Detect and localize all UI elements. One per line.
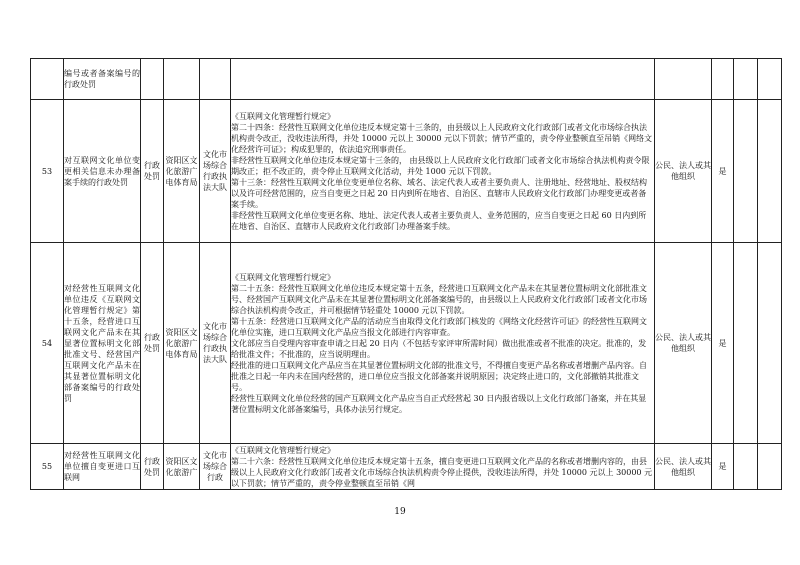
cell-basis: [231, 59, 655, 100]
table-row-continued: [31, 59, 782, 100]
cell-no: 54: [31, 243, 64, 444]
cell-basis: [231, 444, 655, 490]
cell-basis: [231, 100, 655, 243]
basis-line: 非经营性互联网文化单位变更名称、地址、法定代表人或者主要负责人、业务范围的，应当自变更之日起 60 日内到所在地省、自治区、直辖市人民政府文化行政部门办理备案手续。: [231, 210, 647, 231]
cell-empty-2: [758, 444, 782, 490]
cell-dept: [164, 59, 200, 100]
cell-executor: 文化市场综合行政执法大队: [200, 100, 231, 243]
basis-line: 文化部应当自受理内容审查申请之日起 20 日内（不包括专家评审所需时间）做出批准或者不批准的决定。批准的，发给批准文件；不批准的，应当说明理由。: [231, 338, 647, 359]
cell-executor: [200, 59, 231, 100]
cell-empty-2: [758, 59, 782, 100]
cell-applicable: 是: [712, 243, 734, 444]
cell-category: 行政处罚: [141, 243, 164, 444]
cell-no: 53: [31, 100, 64, 243]
basis-line: 第二十四条：经营性互联网文化单位违反本规定第十三条的，由县级以上人民政府文化行政部门或者文化市场综合执法机构责令改正，没收违法所得，并处 10000 元以上 30000 元以下罚款；情节严重的，责令停业整顿直至吊销《网络文化经营许可证》；构成犯罪的，依法追究刑事责任。: [231, 122, 653, 154]
cell-category: 行政处罚: [141, 444, 164, 490]
cell-dept: 资阳区文化旅游广电体育局: [164, 243, 200, 444]
basis-line: 经批准的进口互联网文化产品应当在其显著位置标明文化部的批准文号，不得擅自变更产品名称或者增删产品内容。自批准之日起一年内未在国内经营的，进口单位应当报文化部备案并说明原因；决定终止进口的，文化部撤销其批准文号。: [231, 360, 647, 392]
cell-applicable: [712, 59, 734, 100]
cell-objects: 公民、法人或其他组织: [655, 444, 712, 490]
table-row: [31, 444, 782, 490]
cell-objects: 公民、法人或其他组织: [655, 100, 712, 243]
cell-objects: 公民、法人或其他组织: [655, 243, 712, 444]
cell-item-name: 对经营性互联网文化单位违反《互联网文化管理暂行规定》第十五条，经营进口互联网文化产品未在其显著位置标明文化部批准文号、经营国产互联网文化产品未在其显著位置标明文化部备案编号的行政处罚: [64, 243, 141, 444]
cell-empty-2: [758, 100, 782, 243]
cell-executor: 文化市场综合行政执法大队: [200, 243, 231, 444]
basis-line: 第十五条：经营进口互联网文化产品的活动应当由取得文化行政部门核发的《网络文化经营许可证》的经营性互联网文化单位实施，进口互联网文化产品应当报文化部进行内容审查。: [231, 316, 647, 337]
cell-basis: [231, 243, 655, 444]
page-number: 19: [394, 507, 406, 517]
cell-category: [141, 59, 164, 100]
cell-empty-2: [758, 243, 782, 444]
cell-item-name: 对互联网文化单位变更相关信息未办理备案手续的行政处罚: [64, 100, 141, 243]
cell-executor: 文化市场综合行政: [200, 444, 231, 490]
cell-objects: [655, 59, 712, 100]
basis-line: 《互联网文化管理暂行规定》: [231, 111, 335, 121]
cell-applicable: 是: [712, 100, 734, 243]
table-row: [31, 243, 782, 444]
cell-empty-1: [734, 243, 758, 444]
cell-empty-1: [734, 444, 758, 490]
cell-dept: 资阳区文化旅游广电体育局: [164, 100, 200, 243]
basis-line: 非经营性互联网文化单位违反本规定第十三条的， 由县级以上人民政府文化行政部门或者文化市场综合执法机构责令限期改正；拒不改正的，责令停止互联网文化活动，并处 1000 元以下罚款。: [231, 155, 650, 176]
basis-line: 第二十五条：经营性互联网文化单位违反本规定第十五条，经营进口互联网文化产品未在其显著位置标明文化部批准文号、经营国产互联网文化产品未在其显著位置标明文化部备案编号的，由县级以上人民政府文化行政部门或者文化市场综合执法机构责令改正，并可根据情节轻重处 10000 元以下罚款。: [231, 283, 647, 315]
cell-no: 55: [31, 444, 64, 490]
basis-line: 《互联网文化管理暂行规定》: [231, 272, 335, 282]
cell-dept: 资阳区文化旅游广: [164, 444, 200, 490]
cell-empty-1: [734, 100, 758, 243]
basis-line: 第二十六条：经营性互联网文化单位违反本规定第十五条，擅自变更进口互联网文化产品的名称或者增删内容的，由县级以上人民政府文化行政部门或者文化市场综合执法机构责令停止提供，没收违法所得，并处 10000 元以上 30000 元以下罚款；情节严重的，责令停业整顿直至吊销《网: [231, 456, 653, 488]
penalty-table: [30, 58, 782, 490]
cell-category: 行政处罚: [141, 100, 164, 243]
cell-item-name: 编号或者备案编号的行政处罚: [64, 59, 141, 100]
basis-line: 经营性互联网文化单位经营的国产互联网文化产品应当自正式经营起 30 日内报省级以上文化行政部门备案，并在其显著位置标明文化部备案编号，具体办法另行规定。: [231, 393, 647, 414]
cell-applicable: 是: [712, 444, 734, 490]
basis-line: 第十三条：经营性互联网文化单位变更单位名称、域名、法定代表人或者主要负责人、注册地址、经营地址、股权结构以及许可经营范围的，应当自变更之日起 20 日内到所在地省、自治区、直辖市人民政府文化行政部门办理变更或者备案手续。: [231, 177, 647, 209]
cell-no: [31, 59, 64, 100]
basis-line: 《互联网文化管理暂行规定》: [231, 445, 335, 455]
cell-empty-1: [734, 59, 758, 100]
cell-item-name: 对经营性互联网文化单位擅自变更进口互联网: [64, 444, 141, 490]
table-row: [31, 100, 782, 243]
